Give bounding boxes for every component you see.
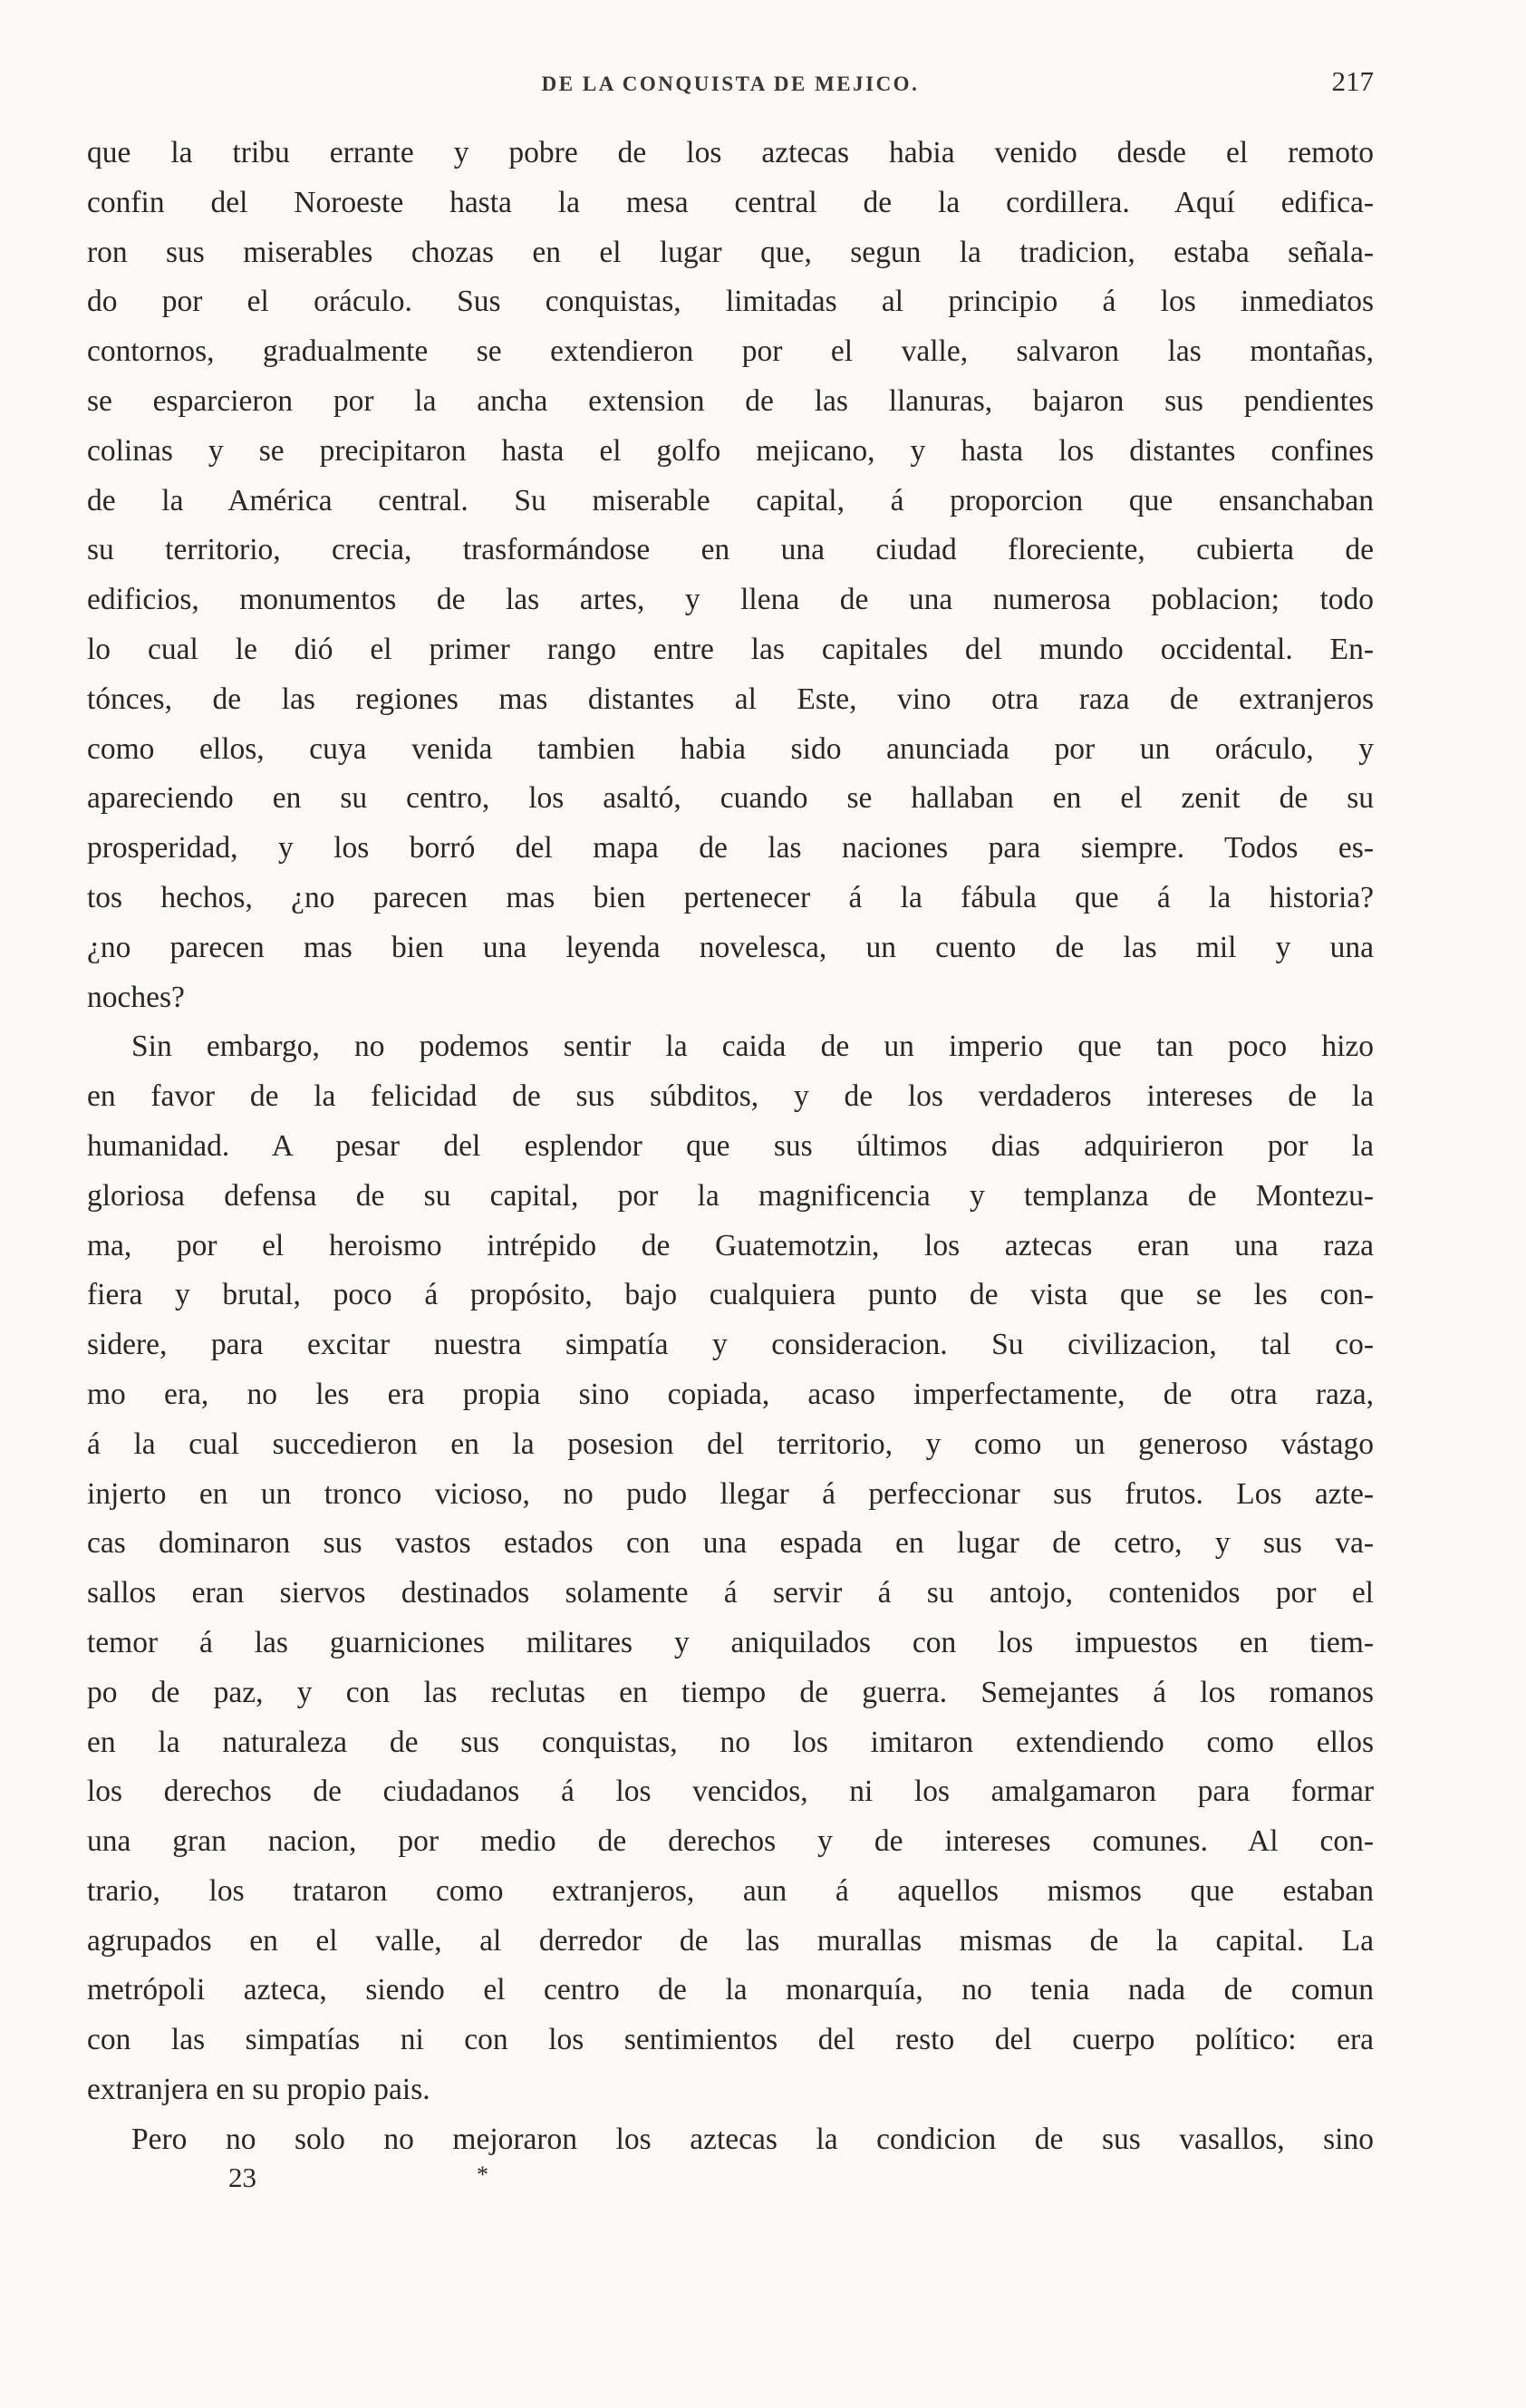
text-line: Sin embargo, no podemos sentir la caida de un imperio que tan poco hizo [131, 1030, 1374, 1064]
signature-mark: 23 [228, 2161, 256, 2193]
text-line: en la naturaleza de sus conquistas, no los imitaron extendiendo como ellos [87, 1725, 1374, 1759]
body-text [87, 129, 1374, 2165]
text-line: tos hechos, ¿no parecen mas bien pertenecer á la fábula que á la historia? [87, 880, 1374, 914]
running-head: DE LA CONQUISTA DE MEJICO. [541, 73, 920, 95]
text-line: confin del Noroeste hasta la mesa central de la cordillera. Aquí edifica- [87, 185, 1374, 219]
text-line: agrupados en el valle, al derredor de las murallas mismas de la capital. La [87, 1923, 1374, 1958]
text-line: colinas y se precipitaron hasta el golfo mejicano, y hasta los distantes confines [87, 433, 1374, 468]
text-line: de la América central. Su miserable capital, á proporcion que ensanchaban [87, 483, 1374, 517]
text-line: humanidad. A pesar del esplendor que sus últimos dias adquirieron por la [87, 1128, 1374, 1163]
text-line: ma, por el heroismo intrépido de Guatemotzin, los aztecas eran una raza [87, 1228, 1374, 1262]
text-line: mo era, no les era propia sino copiada, acaso imperfectamente, de otra raza, [87, 1377, 1374, 1411]
paragraph-2 [87, 1022, 1374, 2115]
text-line: lo cual le dió el primer rango entre las capitales del mundo occidental. En- [87, 632, 1374, 666]
text-line: en favor de la felicidad de sus súbditos, y de los verdaderos intereses de la [87, 1079, 1374, 1114]
text-line: temor á las guarniciones militares y aniquilados con los impuestos en tiem- [87, 1625, 1374, 1659]
text-line: contornos, gradualmente se extendieron por el valle, salvaron las montañas, [87, 334, 1374, 369]
text-line: metrópoli azteca, siendo el centro de la monarquía, no tenia nada de comun [87, 1973, 1374, 2007]
text-line: cas dominaron sus vastos estados con una espada en lugar de cetro, y sus va- [87, 1526, 1374, 1561]
paragraph-1 [87, 129, 1374, 1022]
text-line: que la tribu errante y pobre de los aztecas habia venido desde el remoto [87, 136, 1374, 169]
text-line: apareciendo en su centro, los asaltó, cuando se hallaban en el zenit de su [87, 781, 1374, 816]
paragraph-3 [87, 2115, 1374, 2165]
text-line: po de paz, y con las reclutas en tiempo de guerra. Semejantes á los romanos [87, 1675, 1374, 1709]
text-line: do por el oráculo. Sus conquistas, limitadas al principio á los inmediatos [87, 285, 1374, 319]
text-line: ¿no parecen mas bien una leyenda novelesca, un cuento de las mil y una [87, 930, 1374, 964]
text-line: como ellos, cuya venida tambien habia sido anunciada por un oráculo, y [87, 731, 1374, 766]
text-line: extranjera en su propio pais. [87, 2073, 430, 2107]
text-line: ron sus miserables chozas en el lugar que, segun la tradicion, estaba señala- [87, 235, 1374, 269]
page-footer [87, 2161, 1374, 2205]
text-line: los derechos de ciudadanos á los vencidos, ni los amalgamaron para formar [87, 1775, 1374, 1809]
page-number: 217 [1331, 65, 1374, 97]
text-line: á la cual succedieron en la posesion del territorio, y como un generoso vástago [87, 1426, 1374, 1461]
text-line: gloriosa defensa de su capital, por la magnificencia y templanza de Montezu- [87, 1178, 1374, 1213]
text-line: injerto en un tronco vicioso, no pudo llegar á perfeccionar sus frutos. Los azte- [87, 1476, 1374, 1511]
page [87, 63, 1374, 2205]
text-line: una gran nacion, por medio de derechos y de intereses comunes. Al con- [87, 1824, 1374, 1859]
page-header [87, 63, 1374, 129]
text-line: noches? [87, 980, 185, 1014]
text-line: su territorio, crecia, trasformándose en una ciudad floreciente, cubierta de [87, 533, 1374, 567]
text-line: se esparcieron por la ancha extension de las llanuras, bajaron sus pendientes [87, 383, 1374, 418]
text-line: edificios, monumentos de las artes, y llena de una numerosa poblacion; todo [87, 583, 1374, 617]
text-line: fiera y brutal, poco á propósito, bajo cualquiera punto de vista que se les con- [87, 1278, 1374, 1312]
text-line: con las simpatías ni con los sentimientos del resto del cuerpo político: era [87, 2023, 1374, 2057]
text-line: trario, los trataron como extranjeros, aun á aquellos mismos que estaban [87, 1873, 1374, 1908]
text-line: tónces, de las regiones mas distantes al Este, vino otra raza de extranjeros [87, 682, 1374, 716]
text-line: prosperidad, y los borró del mapa de las naciones para siempre. Todos es- [87, 831, 1374, 866]
text-line: Pero no solo no mejoraron los aztecas la condicion de sus vasallos, sino [131, 2122, 1374, 2156]
asterisk-mark: * [477, 2161, 488, 2188]
text-line: sallos eran siervos destinados solamente á servir á su antojo, contenidos por el [87, 1576, 1374, 1610]
text-line: sidere, para excitar nuestra simpatía y consideracion. Su civilizacion, tal co- [87, 1328, 1374, 1362]
